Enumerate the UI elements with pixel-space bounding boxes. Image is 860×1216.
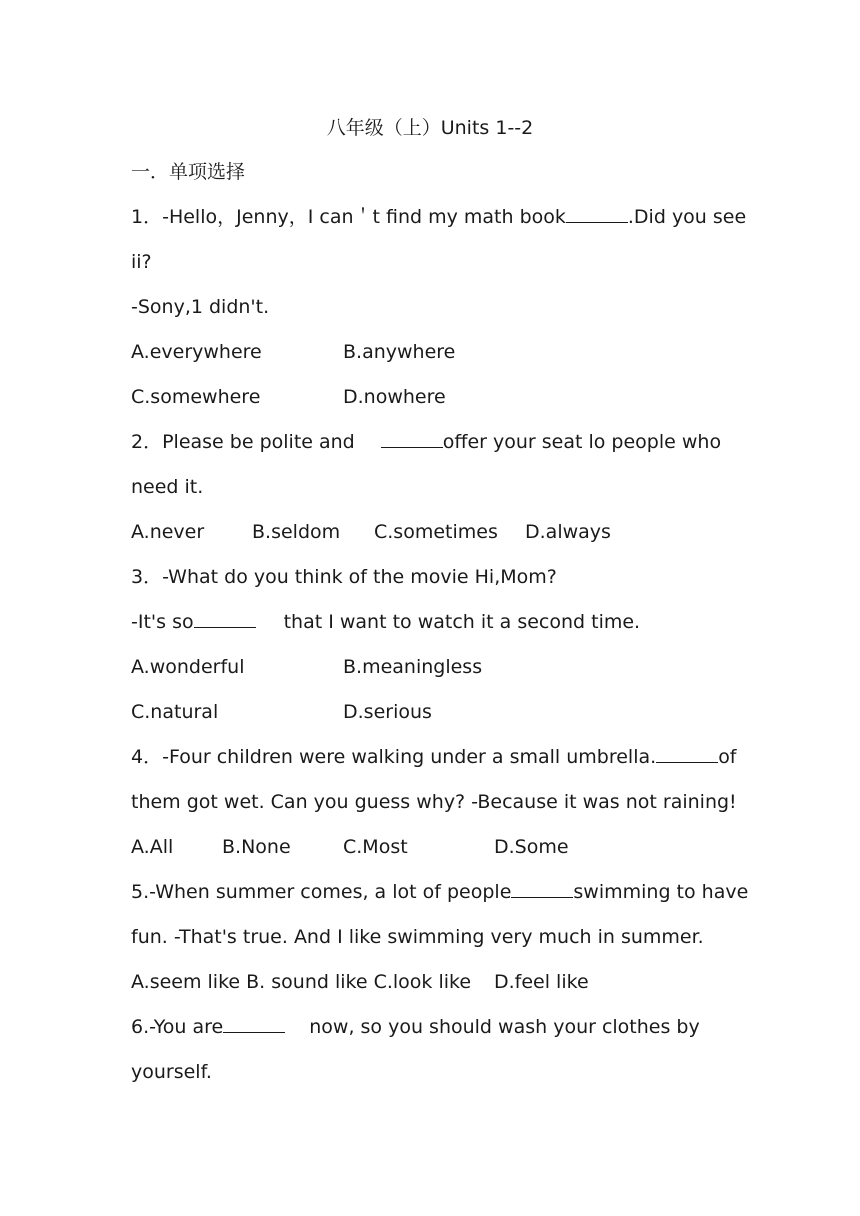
question-5-option-d: D.feel like: [494, 971, 589, 993]
question-5-line-2: fun. -That's true. And I like swimming very much in summer.: [131, 926, 704, 948]
question-2-option-c: C.sometimes: [374, 521, 498, 543]
question-4-line-1: [131, 743, 737, 771]
question-1-option-a: A.everywhere: [131, 341, 262, 363]
question-2-text-a: 2．Please be polite and: [131, 431, 355, 453]
question-3-text-b: that I want to watch it a second time.: [283, 611, 641, 633]
answer-blank: [656, 744, 718, 763]
question-6-line-1: [131, 1013, 730, 1041]
answer-blank: [381, 429, 443, 448]
question-3-option-c: C.natural: [131, 701, 219, 723]
section-heading: 一．单项选择: [131, 161, 246, 183]
question-5-text-a: 5.-When summer comes, a lot of people: [131, 881, 512, 903]
question-4-option-b: B.None: [222, 836, 291, 858]
question-4-option-c: C.Most: [343, 836, 408, 858]
question-3-text-a: -It's so: [131, 611, 194, 633]
question-1-option-d: D.nowhere: [343, 386, 446, 408]
question-4-option-a: A.All: [131, 836, 174, 858]
question-3-line-1: 3．-What do you think of the movie Hi,Mom?: [131, 566, 557, 588]
question-2-line-2: need it.: [131, 476, 204, 498]
question-4-text-a: 4．-Four children were walking under a small umbrella.: [131, 746, 657, 768]
question-2-text-b: offer your seat lo people who: [442, 431, 722, 453]
question-3-option-d: D.serious: [343, 701, 432, 723]
question-2-option-d: D.always: [525, 521, 611, 543]
question-1-text-b: .Did you see: [627, 206, 747, 228]
question-4-line-2: them got wet. Can you guess why? -Because it was not raining!: [131, 791, 737, 813]
answer-blank: [223, 1014, 285, 1033]
question-5-line-1: [131, 878, 749, 906]
question-1-line-3: -Sony,1 didn't.: [131, 296, 270, 318]
question-6-text-b: now, so you should wash your clothes by: [309, 1016, 700, 1038]
question-2-line-1: [131, 428, 730, 456]
answer-blank: [194, 609, 256, 628]
answer-blank: [511, 879, 573, 898]
question-3-option-a: A.wonderful: [131, 656, 245, 678]
question-5-options-abc: A.seem like B. sound like C.look like: [131, 971, 472, 993]
question-1-line-1: [131, 203, 747, 231]
question-3-option-b: B.meaningless: [343, 656, 483, 678]
question-2-option-b: B.seldom: [252, 521, 341, 543]
question-5-text-b: swimming to have: [573, 881, 749, 903]
question-1-text-a: 1．-Hello，Jenny，I can＇t find my math book: [131, 206, 566, 228]
question-6-text-a: 6.-You are: [131, 1016, 224, 1038]
question-1-option-b: B.anywhere: [343, 341, 456, 363]
question-1-line-2: ii?: [131, 251, 152, 273]
page-title: 八年级（上）Units 1--2: [326, 117, 534, 139]
answer-blank: [566, 204, 628, 223]
question-6-line-2: yourself.: [131, 1061, 212, 1083]
question-3-line-2: [131, 608, 730, 636]
question-4-text-b: of: [718, 746, 737, 768]
question-4-option-d: D.Some: [494, 836, 569, 858]
question-2-option-a: A.never: [131, 521, 205, 543]
question-1-option-c: C.somewhere: [131, 386, 261, 408]
